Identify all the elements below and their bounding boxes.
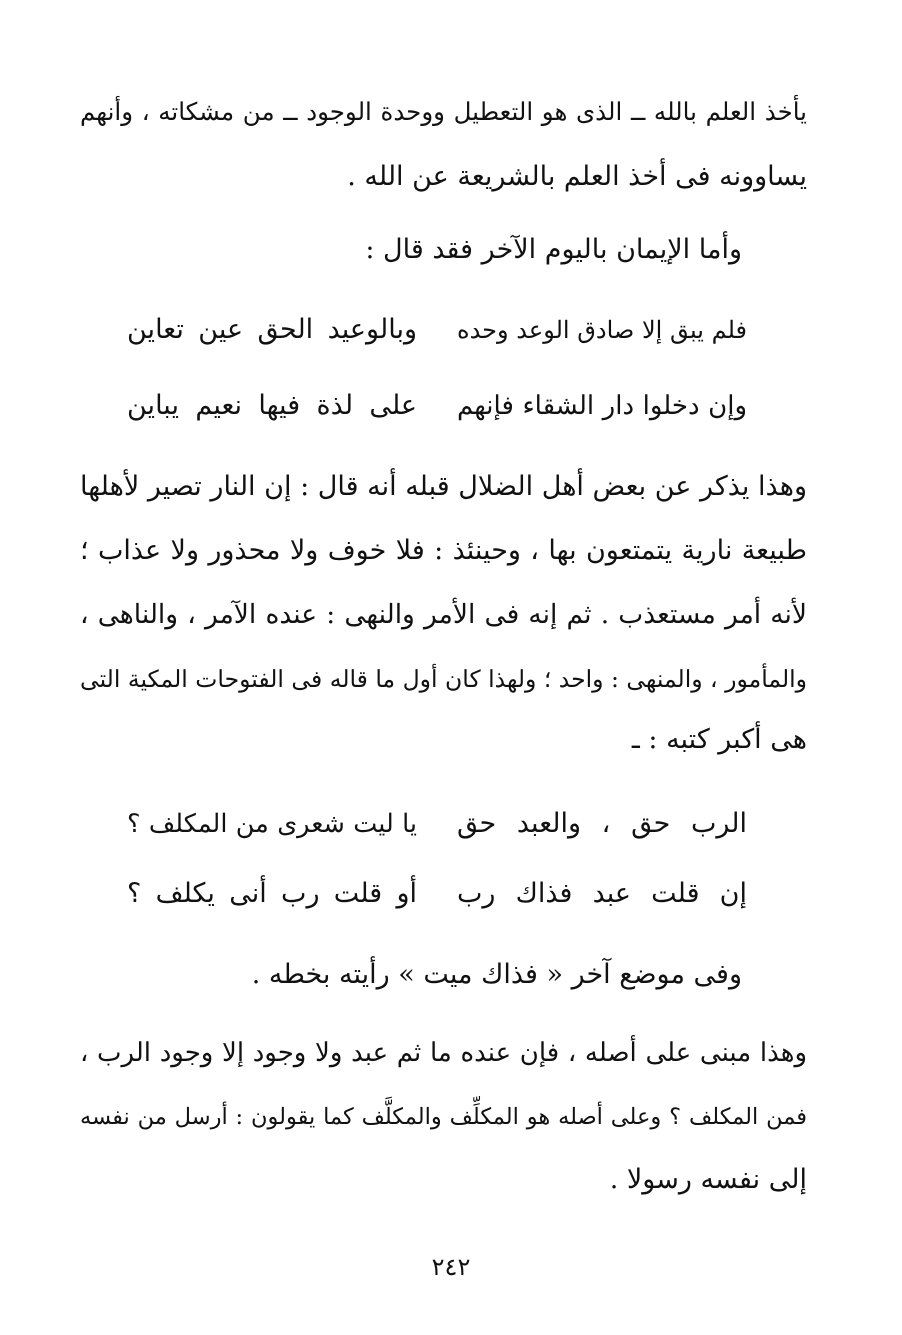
poem1-verse-1-second-hemistich: وبالوعيد الحق عين تعاين	[127, 314, 417, 345]
paragraph4-line-1: وفى موضع آخر « فذاك ميت » رأيته بخطه .	[251, 959, 742, 990]
page-number: ٢٤٢	[431, 1253, 471, 1281]
paragraph3-line-5: هى أكبر كتبه : ـ	[631, 724, 807, 755]
poem2-verse-1-first-hemistich: الرب حق ، والعبد حق	[457, 808, 747, 839]
poem2-verse-2-first-hemistich: إن قلت عبد فذاك رب	[457, 878, 747, 909]
poem2-verse-2-second-hemistich: أو قلت رب أنى يكلف ؟	[127, 878, 417, 909]
poem2-verse-2	[127, 872, 747, 916]
paragraph3-line-2: طبيعة نارية يتمتعون بها ، وحينئذ : فلا خوف ولا محذور ولا عذاب ؛	[80, 535, 807, 566]
poem2-verse-1	[127, 802, 747, 846]
paragraph1-line-1: يأخذ العلم بالله ــ الذى هو التعطيل ووحدة الوجود ــ من مشكاته ، وأنهم	[80, 97, 807, 126]
paragraph3-line-4: والمأمور ، والمنهى : واحد ؛ ولهذا كان أول ما قاله فى الفتوحات المكية التى	[80, 665, 807, 693]
paragraph3-line-1: وهذا يذكر عن بعض أهل الضلال قبله أنه قال : إن النار تصير لأهلها	[80, 471, 807, 502]
paragraph2-line-1: وأما الإيمان باليوم الآخر فقد قال :	[365, 234, 742, 265]
paragraph5-line-2: فمن المكلف ؟ وعلى أصله هو المكلِّف والمكلَّف كما يقولون : أرسل من نفسه	[80, 1104, 807, 1130]
paragraph5-line-3: إلى نفسه رسولا .	[609, 1164, 807, 1195]
paragraph5-line-1: وهذا مبنى على أصله ، فإن عنده ما ثم عبد ولا وجود إلا وجود الرب ،	[80, 1038, 807, 1068]
poem1-verse-2-first-hemistich: وإن دخلوا دار الشقاء فإنهم	[457, 391, 747, 421]
poem2-verse-1-second-hemistich: يا ليت شعرى من المكلف ؟	[127, 809, 417, 839]
poem1-verse-1	[127, 308, 747, 352]
poem1-verse-1-first-hemistich: فلم يبق إلا صادق الوعد وحده	[457, 316, 747, 344]
poem1-verse-2-second-hemistich: على لذة فيها نعيم يباين	[127, 390, 417, 421]
poem1-verse-2	[127, 384, 747, 428]
paragraph3-line-3: لأنه أمر مستعذب . ثم إنه فى الأمر والنهى : عنده الآمر ، والناهى ،	[80, 599, 807, 630]
paragraph1-line-2: يساوونه فى أخذ العلم بالشريعة عن الله .	[347, 161, 807, 192]
